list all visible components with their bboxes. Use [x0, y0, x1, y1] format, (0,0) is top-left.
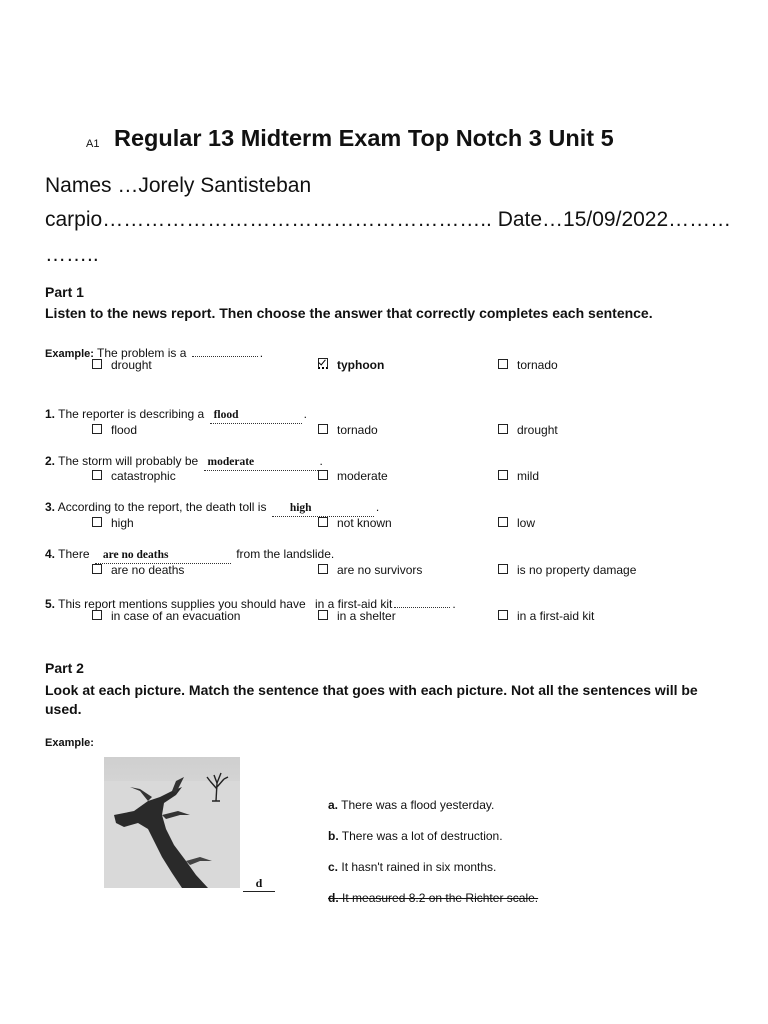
names-line: Names …Jorely Santisteban	[45, 174, 312, 197]
checkbox-icon[interactable]	[318, 564, 328, 574]
q4-option-a[interactable]: are no deaths	[92, 563, 184, 577]
part2-example-label: Example:	[45, 737, 94, 749]
checked-checkbox-icon[interactable]	[318, 358, 328, 369]
q1-option-b[interactable]: tornado	[318, 423, 378, 437]
date-line: carpio……………………………………………….. Date…15/09/2022………	[45, 208, 732, 231]
example-stem-end: .	[259, 346, 264, 360]
q3-option-a[interactable]: high	[92, 516, 134, 530]
example-stem: The problem is a	[97, 346, 187, 360]
example-question	[45, 342, 263, 360]
question-1: 1. The reporter is describing a flood .	[45, 407, 307, 424]
earthquake-crack-image	[104, 757, 240, 888]
exam-title: Regular 13 Midterm Exam Top Notch 3 Unit 5	[114, 125, 614, 151]
example-option-b[interactable]: typhoon	[318, 358, 384, 372]
checkbox-icon[interactable]	[498, 424, 508, 434]
checkbox-icon[interactable]	[498, 564, 508, 574]
question-2: 2. The storm will probably be moderate .	[45, 454, 323, 471]
checkbox-icon[interactable]	[498, 610, 508, 620]
q1-option-a[interactable]: flood	[92, 423, 137, 437]
checkbox-icon[interactable]	[498, 470, 508, 480]
part2-heading: Part 2	[45, 660, 84, 676]
checkbox-icon[interactable]	[318, 470, 328, 480]
example-blank[interactable]	[192, 342, 258, 357]
example-option-a[interactable]: drought	[92, 358, 152, 372]
level-label: A1	[86, 138, 100, 150]
q5-option-a[interactable]: in case of an evacuation	[92, 609, 240, 623]
checkbox-icon[interactable]	[92, 424, 102, 434]
example-option-c[interactable]: tornado	[498, 358, 558, 372]
example-label: Example:	[45, 348, 94, 360]
part1-instructions: Listen to the news report. Then choose the answer that correctly completes each sentence.	[45, 305, 653, 321]
question-5: 5. This report mentions supplies you should have in a first-aid kit .	[45, 593, 456, 611]
answer-5[interactable]: in a first-aid kit	[314, 597, 393, 611]
q2-option-b[interactable]: moderate	[318, 469, 388, 483]
sentence-c: c. It hasn't rained in six months.	[328, 860, 497, 874]
answer-blank-1[interactable]: flood	[210, 409, 302, 424]
q4-option-b[interactable]: are no survivors	[318, 563, 422, 577]
part2-instructions: Look at each picture. Match the sentence that goes with each picture. Not all the sentences will be used.	[45, 682, 698, 717]
question-4: 4. There are no deaths from the landslide.	[45, 547, 334, 564]
answer-blank-4[interactable]: are no deaths	[95, 549, 231, 564]
trailing-dots: ……..	[45, 243, 99, 266]
q3-option-c[interactable]: low	[498, 516, 535, 530]
q3-option-b[interactable]: not known	[318, 516, 392, 530]
q1-option-c[interactable]: drought	[498, 423, 558, 437]
checkbox-icon[interactable]	[318, 517, 328, 527]
checkbox-icon[interactable]	[92, 470, 102, 480]
checkbox-icon[interactable]	[92, 359, 102, 369]
checkbox-icon[interactable]	[318, 610, 328, 620]
sentence-b: b. There was a lot of destruction.	[328, 829, 503, 843]
q2-option-c[interactable]: mild	[498, 469, 539, 483]
question-3: 3. According to the report, the death toll is high .	[45, 500, 379, 517]
part1-heading: Part 1	[45, 284, 84, 300]
checkbox-icon[interactable]	[92, 517, 102, 527]
q5-option-c[interactable]: in a first-aid kit	[498, 609, 594, 623]
q2-option-a[interactable]: catastrophic	[92, 469, 176, 483]
q5-option-b[interactable]: in a shelter	[318, 609, 396, 623]
checkbox-icon[interactable]	[498, 517, 508, 527]
sentence-d-used: d. It measured 8.2 on the Richter scale.	[328, 891, 539, 905]
sentence-a: a. There was a flood yesterday.	[328, 798, 495, 812]
checkbox-icon[interactable]	[498, 359, 508, 369]
q4-option-c[interactable]: is no property damage	[498, 563, 636, 577]
checkbox-icon[interactable]	[318, 424, 328, 434]
checkbox-icon[interactable]	[92, 564, 102, 574]
checkbox-icon[interactable]	[92, 610, 102, 620]
answer-blank-5[interactable]	[394, 593, 450, 608]
example-answer-blank[interactable]: d	[243, 876, 275, 892]
answer-blank-3[interactable]: high	[272, 502, 374, 517]
answer-blank-2[interactable]: moderate	[204, 456, 318, 471]
